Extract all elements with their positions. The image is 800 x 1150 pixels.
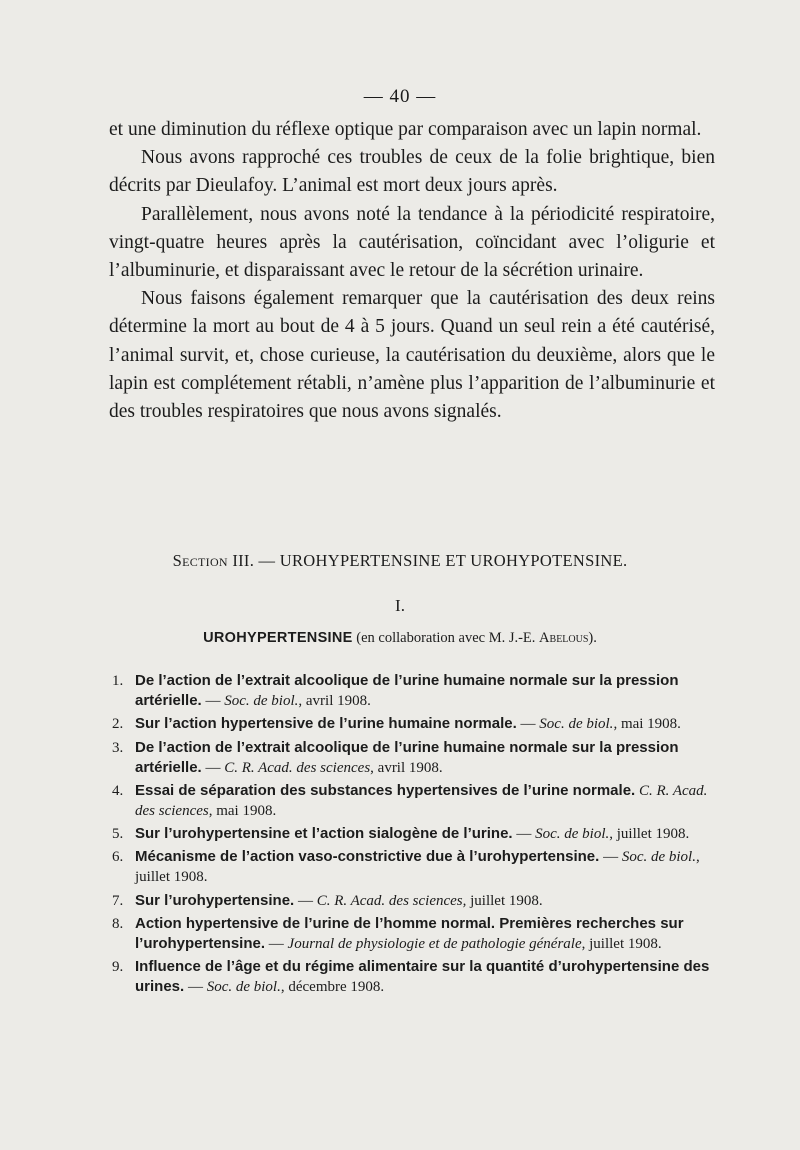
reference-date: , avril 1908.: [370, 759, 443, 776]
reference-source: C. R. Acad. des sciences: [135, 782, 708, 819]
reference-source: Soc. de biol.: [535, 826, 610, 843]
reference-source: Soc. de biol.: [621, 849, 696, 866]
subsection-number: I.: [395, 596, 405, 615]
subsection-heading: [0, 630, 800, 647]
reference-date: , juillet 1908.: [609, 826, 690, 843]
reference-title: Mécanisme de l’action vaso-constrictive due à l’urohypertensine.: [135, 848, 600, 866]
reference-date: , juillet 1908.: [135, 849, 700, 886]
reference-date: , avril 1908.: [298, 693, 371, 709]
reference-source: C. R. Acad. des sciences,: [316, 892, 467, 909]
body-text: [109, 116, 715, 426]
reference-sep: —: [184, 979, 207, 996]
reference-title: Sur l’urohypertensine et l’action sialogène de l’urine.: [135, 825, 513, 843]
reference-title: Action hypertensive de l’urine de l’homme normal. Premières recherches sur l’urohypertensine.: [135, 915, 684, 953]
reference-title: De l’action de l’extrait alcoolique de l’urine humaine normale sur la pression artérielle.: [135, 672, 679, 709]
reference-number: 5.: [112, 826, 124, 843]
reference-item: [100, 714, 725, 734]
reference-sep: —: [201, 759, 225, 776]
reference-sep: —: [599, 849, 622, 866]
collab-name: Abelous: [539, 630, 589, 646]
reference-list: [100, 671, 725, 1001]
reference-sep: —: [201, 693, 225, 709]
reference-date: , mai 1908.: [208, 802, 277, 819]
reference-source: Journal de physiologie et de pathologie générale: [287, 936, 582, 953]
section-label: Section: [172, 551, 228, 570]
reference-item: [100, 891, 725, 911]
reference-date: juillet 1908.: [466, 892, 543, 909]
paragraph: Parallèlement, nous avons noté la tendance à la périodicité respiratoire, vingt-quatre heures après la cautérisation, coïncidant avec l’oligurie et l’albuminurie, et disparaissant avec le retour de la sécrétion urinaire.: [109, 203, 715, 282]
reference-item: [100, 914, 725, 954]
reference-date: , juillet 1908.: [581, 936, 662, 953]
reference-number: 3.: [112, 739, 124, 756]
reference-date: , décembre 1908.: [280, 979, 385, 996]
reference-source: Soc. de biol.: [206, 979, 281, 996]
reference-item: [100, 781, 725, 821]
reference-number: 4.: [112, 782, 124, 799]
reference-date: , mai 1908.: [613, 716, 681, 733]
reference-title: De l’action de l’extrait alcoolique de l’urine humaine normale sur la pression artérielle.: [135, 738, 679, 776]
reference-number: 6.: [112, 849, 124, 866]
page-number: — 40 —: [363, 86, 437, 107]
reference-source: Soc. de biol.: [224, 693, 299, 709]
reference-number: 7.: [112, 892, 124, 909]
reference-sep: —: [294, 892, 317, 909]
reference-number: 1.: [112, 673, 124, 689]
section-title: III. — UROHYPERTENSINE ET UROHYPOTENSINE.: [227, 551, 628, 570]
reference-source: Soc. de biol.: [539, 716, 614, 733]
collab-prefix: (en collaboration avec M. J.-E.: [352, 630, 540, 646]
reference-item: [100, 671, 725, 711]
paragraph: et une diminution du réflexe optique par comparaison avec un lapin normal.: [109, 119, 702, 140]
section-heading: [0, 551, 800, 571]
reference-item: [100, 824, 725, 844]
reference-sep: —: [516, 716, 540, 733]
reference-item: [100, 738, 725, 778]
reference-title: Essai de séparation des substances hypertensives de l’urine normale.: [135, 781, 636, 799]
reference-title: Sur l’action hypertensive de l’urine humaine normale.: [135, 715, 517, 733]
reference-number: 2.: [112, 716, 124, 733]
collab-suffix: ).: [588, 630, 597, 646]
reference-item: [100, 957, 725, 997]
reference-number: 8.: [112, 916, 124, 933]
paragraph: Nous faisons également remarquer que la cautérisation des deux reins détermine la mort au bout de 4 à 5 jours. Quand un seul rein a été cautérisé, l’animal survit, et, chose curieuse, la cautérisation du deuxième, alors que le lapin est complétement rétabli, n’amène plus l’apparition de l’albuminurie et des troubles respiratoires que nous avons signalés.: [109, 288, 715, 423]
reference-title: Influence de l’âge et du régime alimentaire sur la quantité d’urohypertensine des urines.: [135, 958, 710, 996]
reference-sep: —: [265, 936, 288, 953]
reference-source: C. R. Acad. des sciences: [224, 759, 371, 776]
subsection-title: UROHYPERTENSINE: [203, 630, 353, 646]
paragraph: Nous avons rapproché ces troubles de ceux de la folie brightique, bien décrits par Dieulafoy. L’animal est mort deux jours après.: [109, 147, 715, 197]
reference-title: Sur l’urohypertensine.: [135, 891, 295, 909]
reference-item: [100, 847, 725, 887]
reference-sep: —: [512, 826, 536, 843]
reference-number: 9.: [112, 959, 124, 976]
